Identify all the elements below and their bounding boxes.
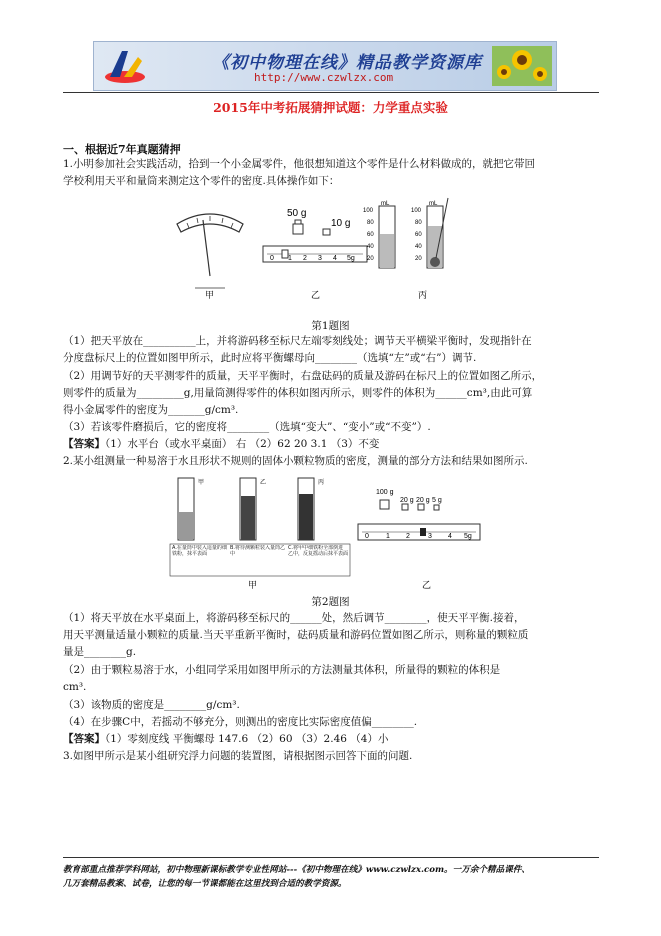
q2-note-a: A.在量筒中装入适量的细铁粉，抹平表面 xyxy=(172,545,227,557)
q1-label-bing: 丙 xyxy=(418,290,428,300)
q1-tick-5: 5g xyxy=(347,255,355,262)
q1-cyl-b-tick-80: 80 xyxy=(415,220,422,226)
q2-part4: （4）在步骤C中，若摇动不够充分，则测出的密度比实际密度值偏________. xyxy=(63,716,418,728)
q2-label-jia: 甲 xyxy=(248,580,258,590)
q2-weight-20a: 20 g xyxy=(400,497,414,504)
q2-tick-1: 1 xyxy=(386,533,390,540)
q1-cyl-a-tick-40: 40 xyxy=(367,244,374,250)
site-logo xyxy=(102,47,148,85)
q1-answer-tag: 【答案】 xyxy=(63,438,105,450)
q2-part1-line1: （1）将天平放在水平桌面上，将游码移至标尺的______处，然后调节________，使天平平衡.接着， xyxy=(63,612,525,624)
q2-stem: 2.某小组测量一种易溶于水且形状不规则的固体小颗粒物质的密度，测量的部分方法和结果如图所示. xyxy=(63,455,528,467)
q1-label-yi: 乙 xyxy=(311,290,321,300)
q2-weight-100: 100 g xyxy=(376,489,394,496)
q2-cyl-label-bing: 丙 xyxy=(318,480,325,486)
q2-answer xyxy=(63,731,601,749)
q1-cyl-b-tick-100: 100 xyxy=(411,208,422,214)
q1-tick-3: 3 xyxy=(318,255,322,262)
q1-weights-and-rider xyxy=(263,208,367,262)
page-title: 2015年中考拓展猜押试题：力学重点实验 xyxy=(213,100,448,115)
q2-part1-line2: 用天平测量适量小颗粒的质量.当天平重新平衡时，砝码质量和游码位置如图乙所示，则称量的颗粒质 xyxy=(63,629,529,641)
sunflower-image xyxy=(492,46,552,86)
q2-tick-3: 3 xyxy=(428,533,432,540)
q1-part2-line3: 得小金属零件的密度为_______g/cm³. xyxy=(63,404,239,416)
banner-url[interactable]: http://www.czwlzx.com xyxy=(254,71,394,84)
q2-weight-5: 5 g xyxy=(432,497,442,504)
q1-caption: 第1题图 xyxy=(311,320,350,332)
q2-answer-text: （1）零刻度线 平衡螺母 147.6 （2）60 （3）2.46 （4）小 xyxy=(105,733,389,745)
section-heading: 一、根据近7年真题猜押 xyxy=(63,143,181,156)
q1-tick-1: 1 xyxy=(288,255,292,262)
q1-cyl-b-unit: mL xyxy=(429,201,438,207)
q2-note-c: C.将甲中细铁粉全部倒进乙中，反复摇动后抹平表面 xyxy=(288,545,348,557)
q1-stem-line2: 学校利用天平和量筒来测定这个零件的密度.具体操作如下： xyxy=(63,175,340,187)
q1-weight-10: 10 g xyxy=(331,218,351,229)
q2-part2-line1: （2）由于颗粒易溶于水，小组同学采用如图甲所示的方法测量其体积，所量得的颗粒的体积是 xyxy=(63,664,501,676)
q2-label-yi: 乙 xyxy=(422,580,432,590)
q1-cyl-b-tick-20: 20 xyxy=(415,256,422,262)
q2-weights-and-rider xyxy=(358,489,480,540)
q2-figure xyxy=(168,472,488,590)
q1-cyl-a-tick-60: 60 xyxy=(367,232,374,238)
q1-part2-line1: （2）用调节好的天平测零件的质量，天平平衡时，右盘砝码的质量及游码在标尺上的位置如图乙所示， xyxy=(63,370,543,382)
q2-part1-line3: 量是________g. xyxy=(63,646,137,658)
q1-cyl-b-tick-40: 40 xyxy=(415,244,422,250)
header-rule xyxy=(63,92,599,93)
q1-part2-line2: 则零件的质量为_________g,用量筒测得零件的体积如图丙所示，则零件的体积为______cm³,由此可算 xyxy=(63,387,533,399)
q1-weight-50: 50 g xyxy=(287,208,307,219)
q2-part2-line2: cm³. xyxy=(63,681,87,693)
banner-title: 《初中物理在线》精品教学资源库 xyxy=(212,53,482,73)
q1-part3: （3）若该零件磨损后，它的密度将________（选填“变大”、“变小”或“不变”）. xyxy=(63,421,431,433)
q1-balance-dial xyxy=(177,214,243,288)
q1-label-jia: 甲 xyxy=(205,290,215,300)
q1-tick-4: 4 xyxy=(333,255,337,262)
q2-weight-20b: 20 g xyxy=(416,497,430,504)
q1-cyl-a-unit: mL xyxy=(381,201,390,207)
q2-tick-0: 0 xyxy=(365,533,369,540)
q1-cyl-b-tick-60: 60 xyxy=(415,232,422,238)
q1-answer xyxy=(63,436,601,454)
q1-measuring-cylinders xyxy=(363,198,448,268)
q1-cyl-a-tick-80: 80 xyxy=(367,220,374,226)
q1-tick-0: 0 xyxy=(270,255,274,262)
q1-figure xyxy=(165,196,485,304)
q2-tick-2: 2 xyxy=(406,533,410,540)
q2-caption: 第2题图 xyxy=(311,596,350,608)
q1-part1-line2: 分度盘标尺上的位置如图甲所示，此时应将平衡螺母向________（选填“左”或“右”）调节. xyxy=(63,352,477,364)
q1-stem-line1: 1.小明参加社会实践活动，拾到一个小金属零件，他很想知道这个零件是什么材料做成的，就把它带回 xyxy=(63,158,536,170)
q2-tick-5: 5g xyxy=(464,533,472,540)
header-banner xyxy=(93,41,557,91)
q2-part3: （3）该物质的密度是________g/cm³. xyxy=(63,699,240,711)
footer-line2: 几万套精品教案、试卷，让您的每一节课都能在这里找到合适的教学资源。 xyxy=(63,879,347,889)
q1-tick-2: 2 xyxy=(303,255,307,262)
q2-answer-tag: 【答案】 xyxy=(63,733,105,745)
q2-cyl-label-jia: 甲 xyxy=(198,480,205,486)
footer-rule xyxy=(63,857,599,858)
footer xyxy=(63,863,603,891)
q1-cyl-a-tick-20: 20 xyxy=(367,256,374,262)
q2-note-b: B.将待测颗粒装入量筒乙中 xyxy=(230,545,286,557)
q2-cyl-label-yi: 乙 xyxy=(260,480,267,486)
q1-answer-text: （1）水平台（或水平桌面） 右 （2）62 20 3.1 （3）不变 xyxy=(105,438,380,450)
q3-stem: 3.如图甲所示是某小组研究浮力问题的装置图，请根据图示回答下面的问题. xyxy=(63,750,413,762)
q1-cyl-a-tick-100: 100 xyxy=(363,208,374,214)
footer-line1: 教育部重点推荐学科网站，初中物理新课标教学专业性网站---《初中物理在线》www.czwlzx.com。一万余个精品课件、 xyxy=(63,865,530,875)
q1-part1-line1: （1）把天平放在__________上，并将游码移至标尺左端零刻线处；调节天平横梁平衡时，发现指针在 xyxy=(63,335,532,347)
q2-cylinders xyxy=(170,478,350,576)
q2-tick-4: 4 xyxy=(448,533,452,540)
